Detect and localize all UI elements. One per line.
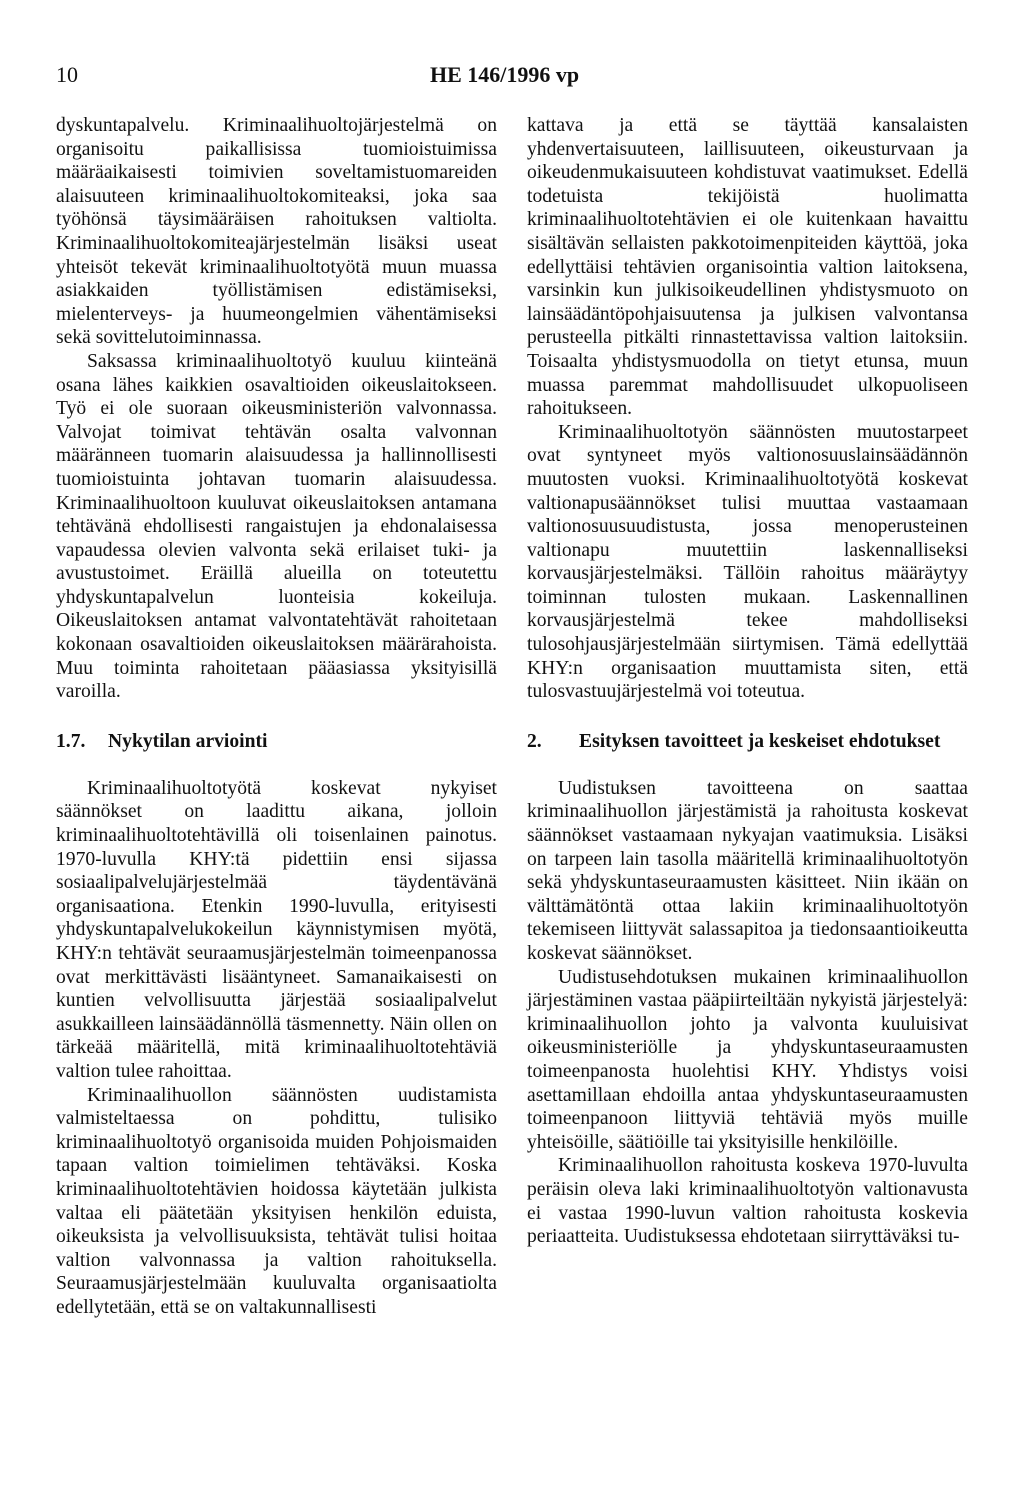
paragraph: dyskuntapalvelu. Kriminaalihuoltojärjestelmä on organisoitu paikallisissa tuomioistuimissa määräaikaisesti toimivien soveltamistuomareiden alaisuuteen kriminaalihuoltokomiteaksi, joka saa työhönsä täysimääräisen rahoituksen valtiolta. Kriminaalihuoltokomiteajärjestelmän lisäksi useat yhteisöt tekevät kriminaalihuoltotyötä muun muassa asiakkaiden työllistämisen edistämiseksi, mielenterveys- ja huumeongelmien vähentämiseksi sekä sovittelutoiminnassa. <box>56 115 497 349</box>
paragraph: Kriminaalihuollon säännösten uudistamista valmisteltaessa on pohdittu, tulisiko kriminaalihuoltotyö organisoida muiden Pohjoismaiden tapaan valtion toimielimen tehtäväksi. Koska kriminaalihuoltotehtävien hoidossa käytetään julkista valtaa eli päätetään yksityisen henkilön eduista, oikeuksista ja velvollisuuksista, tehtävät tulisi hoitaa valtion valvonnassa ja valtion rahoituksella. Seuraamusjärjestelmään kuuluvalta organisaatiolta edellytetään, että se on valtakunnallisesti <box>56 1084 497 1318</box>
paragraph: Kriminaalihuoltotyön säännösten muutostarpeet ovat syntyneet myös valtionosuuslainsäädännön muutosten vuoksi. Kriminaalihuoltotyötä koskevat valtionapusäännökset tulisi muuttaa vastaamaan valtionosuusuudistusta, jossa menoperusteinen valtionapu muutettiin laskennalliseksi korvausjärjestelmäksi. Tällöin rahoitus määräytyy toiminnan tulosten mukaan. Laskennallinen korvausjärjestelmä tekee mahdolliseksi tulosohjausjärjestelmään siirtymisen. Tämä edellyttää KHY:n organisaation muuttamista siten, että tulosvastuujärjestelmä voi toteutua. <box>527 421 968 703</box>
section-heading <box>56 730 497 754</box>
paragraph: Uudistusehdotuksen mukainen kriminaalihuollon järjestäminen vastaa pääpiirteiltään nykyistä järjestelyä: kriminaalihuollon johto ja valvonta kuuluisivat oikeusministeriölle ja yhdyskuntaseuraamusten toimeenpanosta huolehtisi KHY. Yhdistys voisi asettamillaan ehdoilla antaa yhdyskuntaseuraamusten toimeenpanoon liittyviä tehtäviä myös muille yhteisöille, säätiöille tai yksityisille henkilöille. <box>527 966 968 1153</box>
section-title: Nykytilan arviointi <box>108 730 268 752</box>
section-number: 1.7. <box>56 730 86 752</box>
section-title: Esityksen tavoitteet ja keskeiset ehdotukset <box>579 730 941 752</box>
section-number: 2. <box>527 730 542 752</box>
paragraph: Kriminaalihuollon rahoitusta koskeva 1970-luvulta peräisin oleva laki kriminaalihuoltotyön valtionavusta ei vastaa 1990-luvun valtion rahoitusta koskevia periaatteita. Uudistuksessa ehdotetaan siirryttäväksi tu- <box>527 1155 968 1248</box>
left-column <box>56 114 497 1320</box>
paragraph: kattava ja että se täyttää kansalaisten yhdenvertaisuuteen, laillisuuteen, oikeusturvaan ja oikeudenmukaisuuteen kohdistuvat vaatimukset. Edellä todetuista tekijöistä huolimatta kriminaalihuoltotehtävien ei ole kuitenkaan havaittu sisältävän sellaisten pakkotoimenpiteiden käyttöä, joka edellyttäisi tehtävien organisointia valtion laitoksena, varsinkin kun julkisoikeudellinen yhdistysmuoto on lainsäädäntöpohjaisuutensa ja julkisen valvontansa perusteella pitkälti rinnastettavissa valtion laitoksiin. Toisaalta yhdistysmuodolla on tietyt etunsa, muun muassa paremmat mahdollisuudet ulkopuoliseen rahoitukseen. <box>527 115 968 420</box>
paragraph: Kriminaalihuoltotyötä koskevat nykyiset säännökset on laadittu aikana, jolloin kriminaalihuoltotehtävillä oli toisenlainen painotus. 1970-luvulla KHY:tä pidettiin ensi sijassa sosiaalipalvelujärjestelmää täydentävänä organisaationa. Etenkin 1990-luvulla, erityisesti yhdyskuntapalvelukokeilun käynnistymisen myötä, KHY:n tehtävät seuraamusjärjestelmän toimeenpanossa ovat merkittävästi lisääntyneet. Samanaikaisesti on kuntien velvollisuutta järjestää sosiaalipalvelut asukkailleen lainsäädännöllä täsmennetty. Näin ollen on tärkeää määritellä, mitä kriminaalihuoltotehtäviä valtion tulee rahoittaa. <box>56 777 497 1082</box>
document-reference: HE 146/1996 vp <box>430 62 580 87</box>
page-number: 10 <box>56 62 78 87</box>
paragraph: Uudistuksen tavoitteena on saattaa kriminaalihuollon järjestämistä ja rahoitusta koskevat säännökset vastaamaan nykyajan vaatimuksia. Lisäksi on tarpeen lain tasolla määritellä kriminaalihuoltotyön sekä yhdyskuntaseuraamusten käsitteet. Niin ikään on välttämätöntä ottaa lakiin kriminaalihuoltotyön tekemiseen liittyvät salassapitoa ja tiedonsaantioikeutta koskevat säännökset. <box>527 777 968 964</box>
paragraph: Saksassa kriminaalihuoltotyö kuuluu kiinteänä osana lähes kaikkien osavaltioiden oikeuslaitokseen. Työ ei ole suoraan oikeusministeriön valvonnassa. Valvojat toimivat tehtävän osalta valvonnan määränneen tuomarin alaisuudessa ja hallinnollisesti tuomioistuinta johtavan tuomarin alaisuudessa. Kriminaalihuoltoon kuuluvat oikeuslaitoksen antamana tehtävänä ehdollisesti rangaistujen ja ehdonalaisessa vapaudessa olevien valvonta sekä erilaiset tuki- ja avustustoimet. Eräillä alueilla on toteutettu yhdyskuntapalvelun luonteisia kokeiluja. Oikeuslaitoksen antamat valvontatehtävät rahoitetaan kokonaan osavaltioiden oikeuslaitoksen määrärahoista. Muu toiminta rahoitetaan pääasiassa yksityisillä varoilla. <box>56 350 497 703</box>
right-column <box>527 114 968 1249</box>
section-heading <box>527 730 968 754</box>
